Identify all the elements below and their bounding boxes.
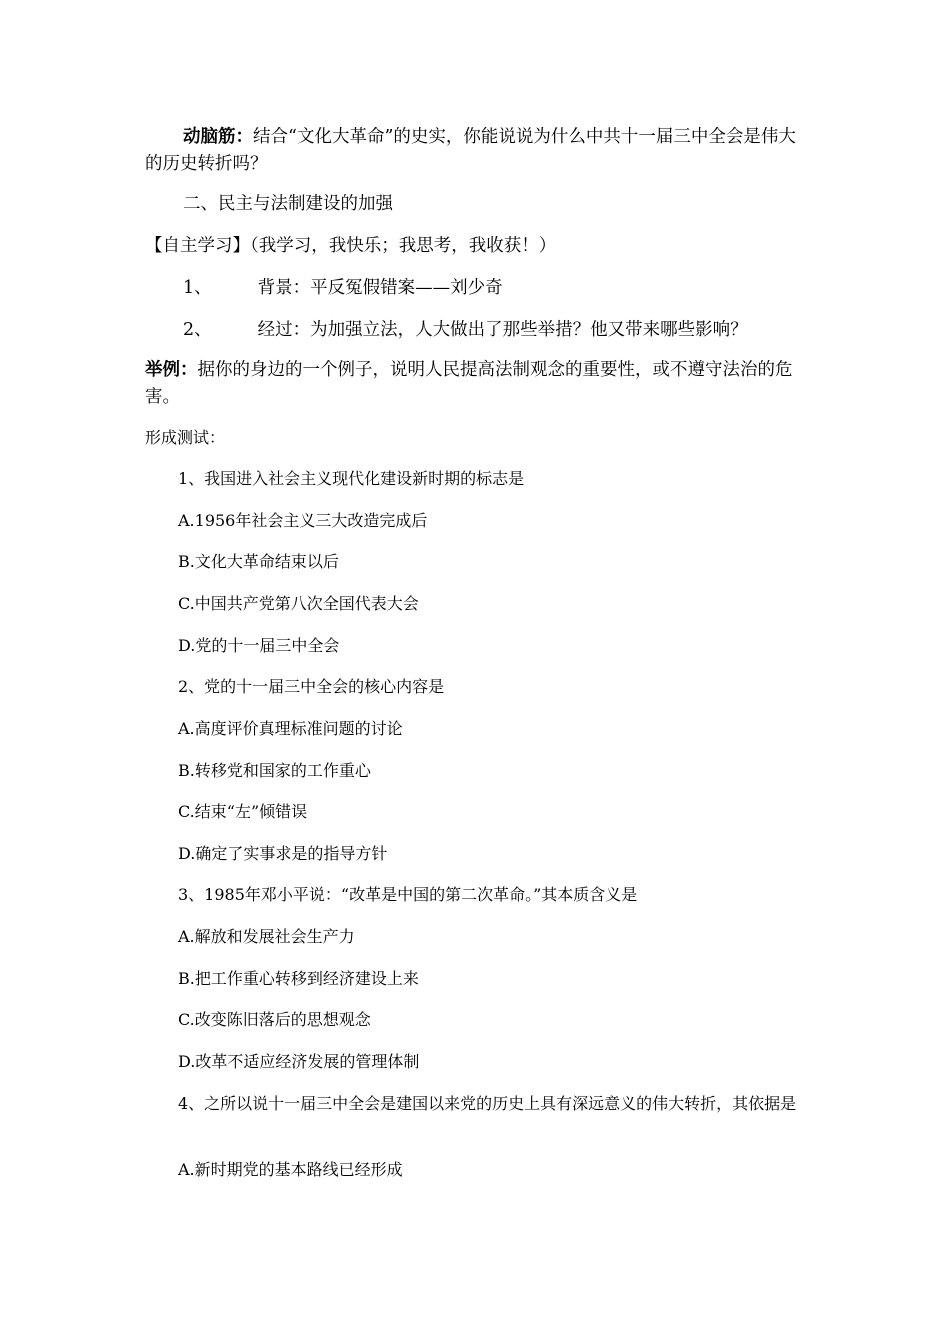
self-study-line <box>145 233 556 259</box>
example-paragraph <box>145 357 805 411</box>
question-option: C.改变陈旧落后的思想观念 <box>178 1010 371 1029</box>
question-option: D.党的十一届三中全会 <box>178 636 340 655</box>
think-text: 结合“文化大革命”的史实，你能说说为什么中共十一届三中全会是伟大的历史转折吗？ <box>145 127 796 174</box>
test-heading: 形成测试： <box>145 428 226 447</box>
item-text: 经过：为加强立法，人大做出了那些举措？他又带来哪些影响？ <box>257 320 748 340</box>
list-item <box>183 317 748 343</box>
item-number: 2、 <box>183 320 212 340</box>
question-option: D.改革不适应经济发展的管理体制 <box>178 1052 420 1071</box>
list-item <box>183 275 503 301</box>
item-number: 1、 <box>183 278 212 298</box>
example-text: 据你的身边的一个例子，说明人民提高法制观念的重要性，或不遵守法治的危害。 <box>145 360 793 407</box>
question-option: A.新时期党的基本路线已经形成 <box>178 1160 403 1179</box>
question-stem: 1、我国进入社会主义现代化建设新时期的标志是 <box>178 469 525 488</box>
question-option: B.把工作重心转移到经济建设上来 <box>178 969 419 988</box>
think-paragraph <box>145 124 805 178</box>
question-option: B.文化大革命结束以后 <box>178 552 339 571</box>
think-label: 动脑筋： <box>183 127 253 147</box>
example-label: 举例： <box>145 360 198 380</box>
question-option: C.中国共产党第八次全国代表大会 <box>178 594 419 613</box>
question-stem: 2、党的十一届三中全会的核心内容是 <box>178 677 445 696</box>
question-option: C.结束“左”倾错误 <box>178 802 308 821</box>
self-study-text: （我学习，我快乐；我思考，我收获！） <box>250 236 557 256</box>
question-option: A.高度评价真理标准问题的讨论 <box>178 719 403 738</box>
question-stem: 3、1985年邓小平说：“改革是中国的第二次革命。”其本质含义是 <box>178 885 638 904</box>
question-option: A.1956年社会主义三大改造完成后 <box>178 511 428 530</box>
item-text: 背景：平反冤假错案——刘少奇 <box>257 278 503 298</box>
section-heading: 二、民主与法制建设的加强 <box>183 194 393 214</box>
question-option: D.确定了实事求是的指导方针 <box>178 844 388 863</box>
self-study-label: 【自主学习】 <box>145 236 250 256</box>
question-stem: 4、之所以说十一届三中全会是建国以来党的历史上具有深远意义的伟大转折，其依据是 <box>178 1094 797 1113</box>
question-option: A.解放和发展社会生产力 <box>178 927 355 946</box>
question-option: B.转移党和国家的工作重心 <box>178 761 371 780</box>
